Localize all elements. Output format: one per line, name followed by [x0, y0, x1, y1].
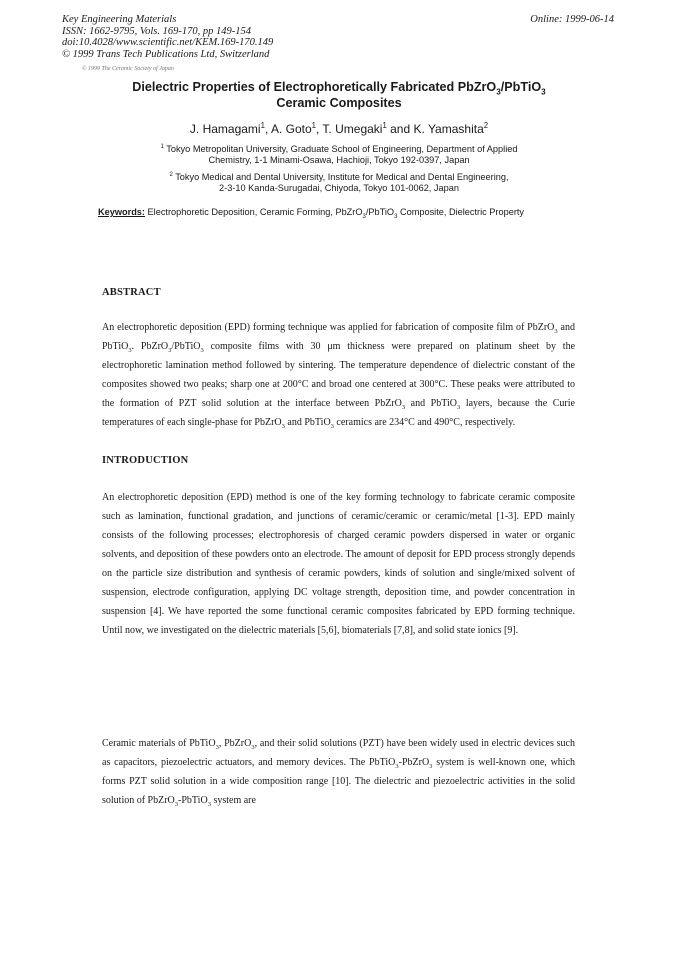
journal-header — [62, 14, 273, 60]
paper-title: Dielectric Properties of Electrophoretically Fabricated PbZrO$_3$/PbTiO$_3$ Ceramic Composites — [132, 80, 546, 110]
journal-name: Key Engineering Materials — [62, 14, 177, 25]
abstract-body: An electrophoretic deposition (EPD) forming technique was applied for fabrication of composite film of PbZrO$_3$ and PbTiO$_3$. PbZrO$_3$/PbTiO$_3$ composite films with 30 μm thickness were prepared on platinum sheet by the electrophoretic lamination method followed by sintering. The temperature dependence of dielectric constant of the composites showed two peaks; sharp one at 200°C and broad one centered at 300°C. These peaks were attributed to the formation of PZT solid solution at the interface between PbZrO$_3$ and PbTiO$_3$ layers, because the Curie temperatures of each single-phase for PbZrO$_3$ and PbTiO$_3$ ceramics are 234°C and 490°C, respectively. — [102, 322, 576, 430]
keywords-label: Keywords: — [98, 207, 145, 217]
keywords: Keywords: Electrophoretic Deposition, Ceramic Forming, PbZrO$_3$/PbTiO$_3$ Composite, Dielectric Property — [98, 207, 525, 220]
author-list: J. Hamagami$^1$, A. Goto$^1$, T. Umegaki$^1$ and K. Yamashita$^2$ — [189, 121, 489, 136]
affiliation-1: $^1$ Tokyo Metropolitan University, Graduate School of Engineering, Department of Applied Chemistry, 1-1 Minami-Osawa, Hachioji, Tokyo 192-0397, Japan — [160, 143, 518, 166]
issn-line: ISSN: 1662-9795, Vols. 169-170, pp 149-154 — [62, 25, 251, 37]
online-date: Online: 1999-06-14 — [530, 14, 614, 25]
doi-line: doi:10.4028/www.scientific.net/KEM.169-170.149 — [62, 37, 274, 48]
copyright-line: © 1999 Trans Tech Publications Ltd, Switzerland — [62, 48, 270, 60]
affiliation-2: $^2$ Tokyo Medical and Dental University, Institute for Medical and Dental Engineering, 2-3-10 Kanda-Surugadai, Chiyoda, Tokyo 101-0062, Japan — [169, 171, 509, 194]
introduction-paragraph-2: Ceramic materials of PbTiO$_3$, PbZrO$_3$, and their solid solutions (PZT) have been widely used in electric devices such as capacitors, piezoelectric actuators, and memory devices. The PbTiO$_3$-PbZrO$_3$ system is well-known one, which forms PZT solid solution in a wide composition range [10]. The dielectric and piezoelectric activities in the solid solution of PbZrO$_3$-PbTiO$_3$ system are — [102, 738, 576, 808]
faint-society-line: © 1999 The Ceramic Society of Japan — [82, 66, 174, 72]
title-line-2: Ceramic Composites — [276, 95, 402, 110]
introduction-heading: INTRODUCTION — [102, 455, 189, 466]
introduction-paragraph-1: An electrophoretic deposition (EPD) method is one of the key forming technology to fabricate ceramic composite such as lamination, functional gradation, and junctions of ceramic/ceramic or ceramic/metal [1-3]. EPD mainly consists of the following processes; electrophoresis of charged ceramic powders dispersed in water or organic solvents, and deposition of these powders onto an electrode. The amount of deposit for EPD process strongly depends on the particle size distribution and synthesis of ceramic powders, kinds of solution and single/mixed solvent of suspension, electrode configuration, applying DC voltage strength, deposition time, and powder concentration in suspension [4]. We have reported the some functional ceramic composites fabricated by EPD forming technique. Until now, we investigated on the dielectric materials [5,6], biomaterials [7,8], and solid state ionics [9]. — [102, 492, 575, 636]
abstract-heading: ABSTRACT — [102, 287, 161, 298]
